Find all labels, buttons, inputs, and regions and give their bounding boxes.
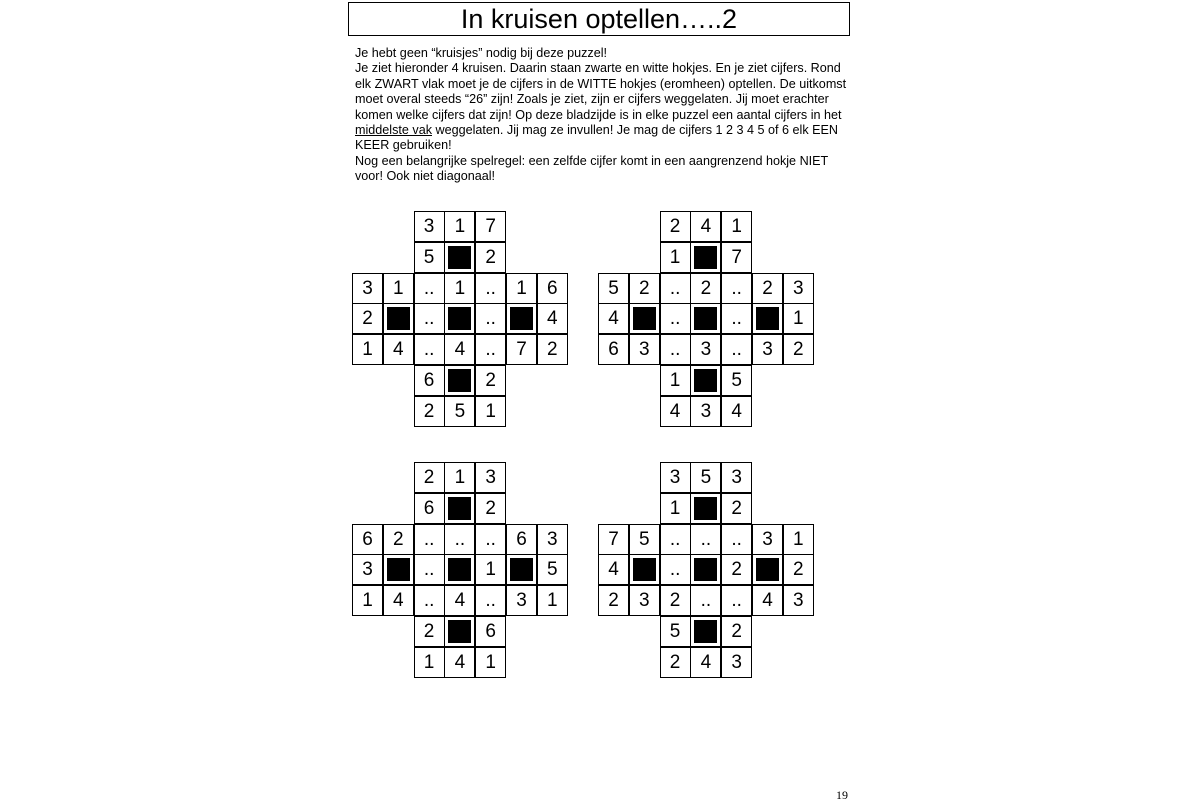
black-cell (444, 303, 475, 334)
number-cell: 7 (475, 211, 506, 242)
number-cell: 6 (475, 616, 506, 647)
number-cell: 2 (383, 524, 414, 555)
number-cell: 4 (690, 211, 721, 242)
number-cell: 1 (475, 647, 506, 678)
black-cell (752, 303, 783, 334)
number-cell: 3 (660, 462, 691, 493)
black-cell (506, 554, 537, 585)
number-cell: 5 (690, 462, 721, 493)
number-cell: 3 (629, 585, 660, 616)
blank-cell: .. (475, 585, 506, 616)
number-cell: 6 (598, 334, 629, 365)
number-cell: 7 (598, 524, 629, 555)
page-number: 19 (836, 788, 848, 802)
number-cell: 2 (721, 616, 752, 647)
number-cell: 4 (383, 334, 414, 365)
underlined-text: middelste vak (355, 123, 432, 138)
blank-cell: .. (414, 585, 445, 616)
blank-cell: .. (475, 334, 506, 365)
blank-cell: .. (414, 273, 445, 304)
number-cell: 3 (414, 211, 445, 242)
black-cell (506, 303, 537, 334)
blank-cell: .. (721, 273, 752, 304)
black-cell (690, 303, 721, 334)
blank-cell: .. (475, 524, 506, 555)
black-cell (444, 365, 475, 396)
black-cell (444, 616, 475, 647)
blank-cell: .. (721, 585, 752, 616)
black-cell (690, 365, 721, 396)
number-cell: 1 (383, 273, 414, 304)
number-cell: 4 (721, 396, 752, 427)
blank-cell: .. (660, 334, 691, 365)
number-cell: 1 (475, 554, 506, 585)
number-cell: 6 (537, 273, 568, 304)
number-cell: 2 (721, 493, 752, 524)
number-cell: 6 (352, 524, 383, 555)
number-cell: 2 (414, 462, 445, 493)
blank-cell: .. (690, 585, 721, 616)
number-cell: 1 (783, 303, 814, 334)
number-cell: 2 (783, 554, 814, 585)
blank-cell: .. (721, 334, 752, 365)
number-cell: 2 (352, 303, 383, 334)
number-cell: 1 (506, 273, 537, 304)
number-cell: 2 (475, 365, 506, 396)
number-cell: 3 (783, 585, 814, 616)
number-cell: 5 (721, 365, 752, 396)
black-cell (383, 554, 414, 585)
black-cell (690, 616, 721, 647)
number-cell: 5 (629, 524, 660, 555)
number-cell: 1 (660, 242, 691, 273)
blank-cell: .. (660, 303, 691, 334)
black-cell (690, 493, 721, 524)
number-cell: 5 (444, 396, 475, 427)
instruction-text-end: weggelaten. Jij mag ze invullen! Je mag de cijfers 1 2 3 4 5 of 6 elk EEN KEER gebruiken! (355, 123, 839, 153)
blank-cell: .. (660, 554, 691, 585)
number-cell: 3 (721, 462, 752, 493)
blank-cell: .. (444, 524, 475, 555)
number-cell: 3 (690, 334, 721, 365)
number-cell: 2 (537, 334, 568, 365)
number-cell: 2 (721, 554, 752, 585)
number-cell: 2 (475, 493, 506, 524)
number-cell: 7 (506, 334, 537, 365)
black-cell (444, 554, 475, 585)
number-cell: 2 (752, 273, 783, 304)
number-cell: 1 (352, 334, 383, 365)
black-cell (444, 242, 475, 273)
page-title-box (348, 2, 850, 36)
number-cell: 5 (537, 554, 568, 585)
instruction-paragraph (355, 61, 855, 153)
black-cell (629, 303, 660, 334)
instructions (355, 46, 855, 185)
number-cell: 4 (444, 334, 475, 365)
number-cell: 4 (598, 554, 629, 585)
number-cell: 2 (629, 273, 660, 304)
puzzle-2 (598, 211, 814, 428)
blank-cell: .. (414, 334, 445, 365)
number-cell: 3 (690, 396, 721, 427)
number-cell: 3 (752, 524, 783, 555)
number-cell: 1 (537, 585, 568, 616)
blank-cell: .. (660, 273, 691, 304)
black-cell (690, 242, 721, 273)
number-cell: 4 (383, 585, 414, 616)
number-cell: 3 (783, 273, 814, 304)
number-cell: 3 (475, 462, 506, 493)
number-cell: 4 (598, 303, 629, 334)
number-cell: 3 (537, 524, 568, 555)
blank-cell: .. (690, 524, 721, 555)
number-cell: 4 (690, 647, 721, 678)
number-cell: 3 (506, 585, 537, 616)
number-cell: 2 (690, 273, 721, 304)
puzzle-4 (598, 462, 814, 679)
number-cell: 6 (414, 365, 445, 396)
number-cell: 1 (414, 647, 445, 678)
instruction-text: Je ziet hieronder 4 kruisen. Daarin staan zwarte en witte hokjes. En je ziet cijfers. Rond elk ZWART vlak moet je de cijfers in de WITTE hokjes (eromheen) optellen. De uitkomst moet overal steeds “26” zijn! Zoals je ziet, zijn er cijfers weggelaten. Jij moet erachter komen welke cijfers dat zijn! Op deze bladzijde is in elke puzzel een aantal cijfers in het (355, 61, 847, 122)
number-cell: 1 (352, 585, 383, 616)
number-cell: 1 (444, 462, 475, 493)
number-cell: 5 (598, 273, 629, 304)
number-cell: 7 (721, 242, 752, 273)
number-cell: 2 (660, 585, 691, 616)
number-cell: 5 (414, 242, 445, 273)
blank-cell: .. (414, 554, 445, 585)
number-cell: 4 (537, 303, 568, 334)
number-cell: 1 (475, 396, 506, 427)
number-cell: 2 (598, 585, 629, 616)
number-cell: 1 (721, 211, 752, 242)
number-cell: 2 (660, 647, 691, 678)
number-cell: 1 (660, 493, 691, 524)
black-cell (690, 554, 721, 585)
blank-cell: .. (414, 524, 445, 555)
number-cell: 2 (414, 616, 445, 647)
blank-cell: .. (660, 524, 691, 555)
puzzle-3 (352, 462, 568, 679)
number-cell: 1 (444, 273, 475, 304)
number-cell: 1 (444, 211, 475, 242)
number-cell: 2 (783, 334, 814, 365)
number-cell: 6 (414, 493, 445, 524)
number-cell: 3 (721, 647, 752, 678)
blank-cell: .. (721, 303, 752, 334)
black-cell (629, 554, 660, 585)
blank-cell: .. (475, 303, 506, 334)
instruction-rule: Nog een belangrijke spelregel: een zelfde cijfer komt in een aangrenzend hokje NIET voor! Ook niet diagonaal! (355, 153, 829, 184)
number-cell: 3 (352, 554, 383, 585)
blank-cell: .. (721, 524, 752, 555)
page-title: In kruisen optellen…..2 (460, 3, 738, 34)
number-cell: 2 (475, 242, 506, 273)
number-cell: 3 (352, 273, 383, 304)
instruction-line-1: Je hebt geen “kruisjes” nodig bij deze puzzel! (355, 46, 608, 60)
number-cell: 4 (444, 585, 475, 616)
number-cell: 4 (752, 585, 783, 616)
number-cell: 2 (660, 211, 691, 242)
number-cell: 4 (444, 647, 475, 678)
number-cell: 3 (752, 334, 783, 365)
number-cell: 1 (783, 524, 814, 555)
number-cell: 4 (660, 396, 691, 427)
black-cell (752, 554, 783, 585)
black-cell (383, 303, 414, 334)
number-cell: 2 (414, 396, 445, 427)
black-cell (444, 493, 475, 524)
blank-cell: .. (414, 303, 445, 334)
number-cell: 6 (506, 524, 537, 555)
number-cell: 5 (660, 616, 691, 647)
puzzle-1 (352, 211, 568, 428)
number-cell: 1 (660, 365, 691, 396)
number-cell: 3 (629, 334, 660, 365)
blank-cell: .. (475, 273, 506, 304)
